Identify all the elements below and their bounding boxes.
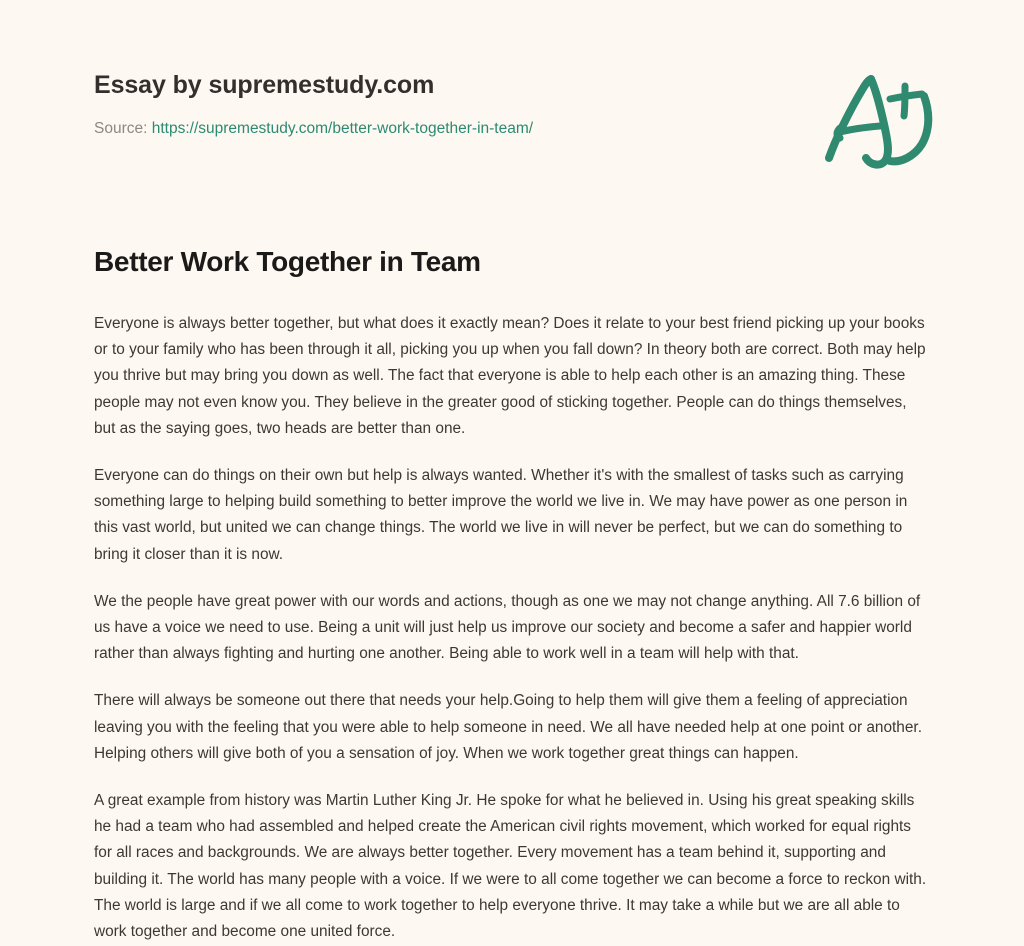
- paragraph: We the people have great power with our words and actions, though as one we may not change anything. All 7.6 billion of us have a voice we need to use. Being a unit will just help us improve our society and become a safer and happier world rather than always fighting and hurting one another. Being able to work well in a team will help with that.: [94, 592, 921, 663]
- article-body: [94, 311, 932, 945]
- a-plus-logo-icon: [812, 66, 940, 170]
- source-label: Source:: [94, 120, 148, 137]
- paragraph: There will always be someone out there that needs your help.Going to help them will give them a feeling of appreciation leaving you with the feeling that you were able to help someone in need. We all have needed help at one point or another. Helping others will give both of you a sensation of joy. When we work together great things can happen.: [94, 692, 922, 762]
- page-header: [0, 0, 1024, 200]
- brand-block: [94, 70, 734, 139]
- brand-title: Essay by supremestudy.com: [94, 71, 435, 99]
- page-title: Better Work Together in Team: [94, 246, 481, 277]
- paragraph: Everyone is always better together, but what does it exactly mean? Does it relate to your best friend picking up your books or to your family who has been through it all, picking you up when you fall down? In theory both are correct. Both may help you thrive but may bring you down as well. The fact that everyone is able to help each other is an amazing thing. These people may not even know you. They believe in the greater good of sticking together. People can do things themselves, but as the saying goes, two heads are better than one.: [94, 315, 926, 437]
- source-url-link[interactable]: https://supremestudy.com/better-work-together-in-team/: [151, 120, 534, 137]
- paragraph: A great example from history was Martin Luther King Jr. He spoke for what he believed in. Using his great speaking skills he had a team who had assembled and helped create the American civil rights movement, which worked for equal rights for all races and backgrounds. We are always better together. Every movement has a team behind it, supporting and building it. The world has many people with a voice. If we were to all come together we can become a force to reckon with. The world is large and if we all come to work together to help everyone thrive. It may take a while but we are all able to work together and become one united force.: [94, 792, 927, 941]
- paragraph: Everyone can do things on their own but help is always wanted. Whether it's with the smallest of tasks such as carrying something large to helping build something to better improve the world we live in. We may have power as one person in this vast world, but united we can change things. The world we live in will never be perfect, but we can do something to bring it closer than it is now.: [94, 467, 908, 563]
- source-line: [94, 119, 734, 139]
- article: [94, 245, 932, 945]
